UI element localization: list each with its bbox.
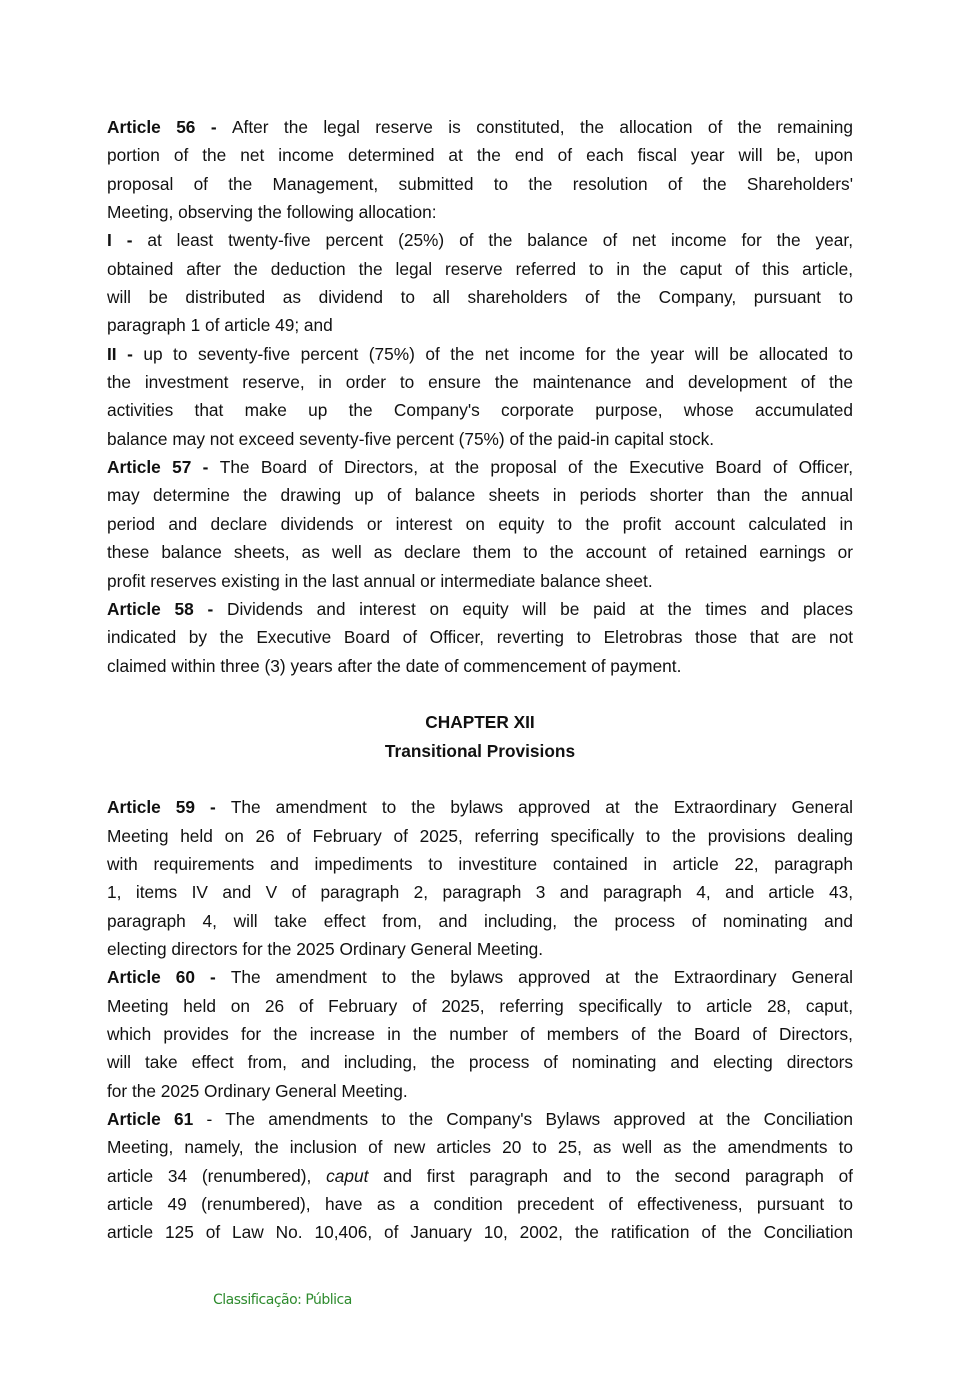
text-line [107,368,853,396]
text-line [107,595,853,623]
line-text: article 125 of Law No. 10,406, of January 10, 2002, the ratification of the Conciliation [107,1222,853,1243]
text-line [107,1133,853,1161]
blank-line [107,680,853,708]
text-line [107,822,853,850]
article-label: I - [107,230,148,251]
text-line [107,1020,853,1048]
text-line [107,113,853,141]
line-text: at least twenty-five percent (25%) of the balance of net income for the year, [147,230,853,251]
text-line [107,935,853,963]
line-text: proposal of the Management, submitted to the resolution of the Shareholders' [107,173,853,194]
line-text: up to seventy-five percent (75%) of the net income for the year will be allocated to [143,343,853,364]
chapter-heading [107,737,853,765]
document-body [107,113,853,1247]
line-text: The amendment to the bylaws approved at the Extraordinary General [230,797,853,818]
line-text: paragraph 1 of article 49; and [107,315,333,336]
line-text: which provides for the increase in the number of members of the Board of Directors, [107,1024,853,1044]
line-text: article 49 (renumbered), have as a condition precedent of effectiveness, pursuant to [107,1194,853,1215]
text-line [107,340,853,368]
line-text: the investment reserve, in order to ensure the maintenance and development of the [107,372,853,393]
article-label: Article 60 - [107,967,231,988]
text-line [107,396,853,424]
line-text: Meeting, namely, the inclusion of new articles 20 to 25, as well as the amendments to [107,1137,853,1158]
line-text: Transitional Provisions [384,740,576,761]
line-text: these balance sheets, as well as declare them to the account of retained earnings or [107,542,853,563]
text-line [107,793,853,821]
text-line [107,311,853,339]
text-line [107,878,853,906]
text-line [107,1048,853,1076]
line-text: Meeting, observing the following allocation: [107,202,437,223]
text-line [107,1190,853,1218]
line-text: Dividends and interest on equity will be paid at the times and places [226,598,853,619]
line-text: CHAPTER XII [425,712,535,733]
text-line [107,1162,853,1190]
italic-term: caput [326,1165,369,1186]
text-line [107,255,853,283]
text-line [107,510,853,538]
text-line [107,453,853,481]
text-line [107,963,853,991]
text-line [107,1077,853,1105]
line-text: will be distributed as dividend to all shareholders of the Company, pursuant to [107,287,853,308]
article-label: II - [107,343,144,364]
line-text: portion of the net income determined at the end of each fiscal year will be, upon [107,145,853,166]
text-line [107,141,853,169]
line-text: - The amendments to the Company's Bylaws approved at the Conciliation [193,1109,854,1130]
article-label: Article 61 [107,1109,194,1130]
line-text: for the 2025 Ordinary General Meeting. [107,1080,408,1101]
text-line [107,567,853,595]
text-line [107,226,853,254]
line-text: The Board of Directors, at the proposal of the Executive Board of Officer, [219,457,854,478]
line-text: After the legal reserve is constituted, the allocation of the remaining [232,117,853,137]
line-text: claimed within three (3) years after the date of commencement of payment. [107,655,682,676]
line-text: paragraph 4, will take effect from, and including, the process of nominating and [107,910,853,931]
line-text: indicated by the Executive Board of Officer, reverting to Eletrobras those that are not [107,627,853,648]
text-line [107,170,853,198]
line-text: 1, items IV and V of paragraph 2, paragraph 3 and paragraph 4, and article 43, [107,882,853,903]
article-label: Article 59 - [107,797,231,818]
text-line [107,538,853,566]
line-text: Meeting held on 26 of February of 2025, referring specifically to the provisions dealing [107,825,853,846]
line-text: obtained after the deduction the legal reserve referred to in the caput of this article, [107,258,853,279]
text-line [107,1218,853,1246]
line-text: activities that make up the Company's corporate purpose, whose accumulated [107,400,853,421]
text-line [107,992,853,1020]
text-line [107,850,853,878]
text-line [107,283,853,311]
text-line [107,623,853,651]
line-text: balance may not exceed seventy-five percent (75%) of the paid-in capital stock. [107,428,715,449]
article-label: Article 57 - [107,457,220,478]
text-line [107,652,853,680]
text-line [107,907,853,935]
line-text: electing directors for the 2025 Ordinary General Meeting. [107,938,544,959]
article-label: Article 56 - [107,117,232,137]
text-line [107,481,853,509]
line-text: The amendment to the bylaws approved at the Extraordinary General [230,967,853,988]
line-text: and first paragraph and to the second paragraph of [368,1165,853,1186]
chapter-heading [107,708,853,736]
line-text: may determine the drawing up of balance sheets in periods shorter than the annual [107,485,853,506]
line-text: profit reserves existing in the last annual or intermediate balance sheet. [107,570,653,591]
blank-line [107,765,853,793]
text-line [107,425,853,453]
line-text: with requirements and impediments to investiture contained in article 22, paragraph [107,853,853,874]
text-line [107,1105,853,1133]
line-text: Meeting held on 26 of February of 2025, referring specifically to article 28, caput, [107,995,853,1016]
line-text: will take effect from, and including, the process of nominating and electing directors [107,1052,853,1073]
classification-label: Classificação: Pública [213,1292,352,1308]
line-text: period and declare dividends or interest on equity to the profit account calculated in [107,513,853,534]
article-label: Article 58 - [107,598,227,619]
text-line [107,198,853,226]
line-text: article 34 (renumbered), [107,1165,327,1186]
